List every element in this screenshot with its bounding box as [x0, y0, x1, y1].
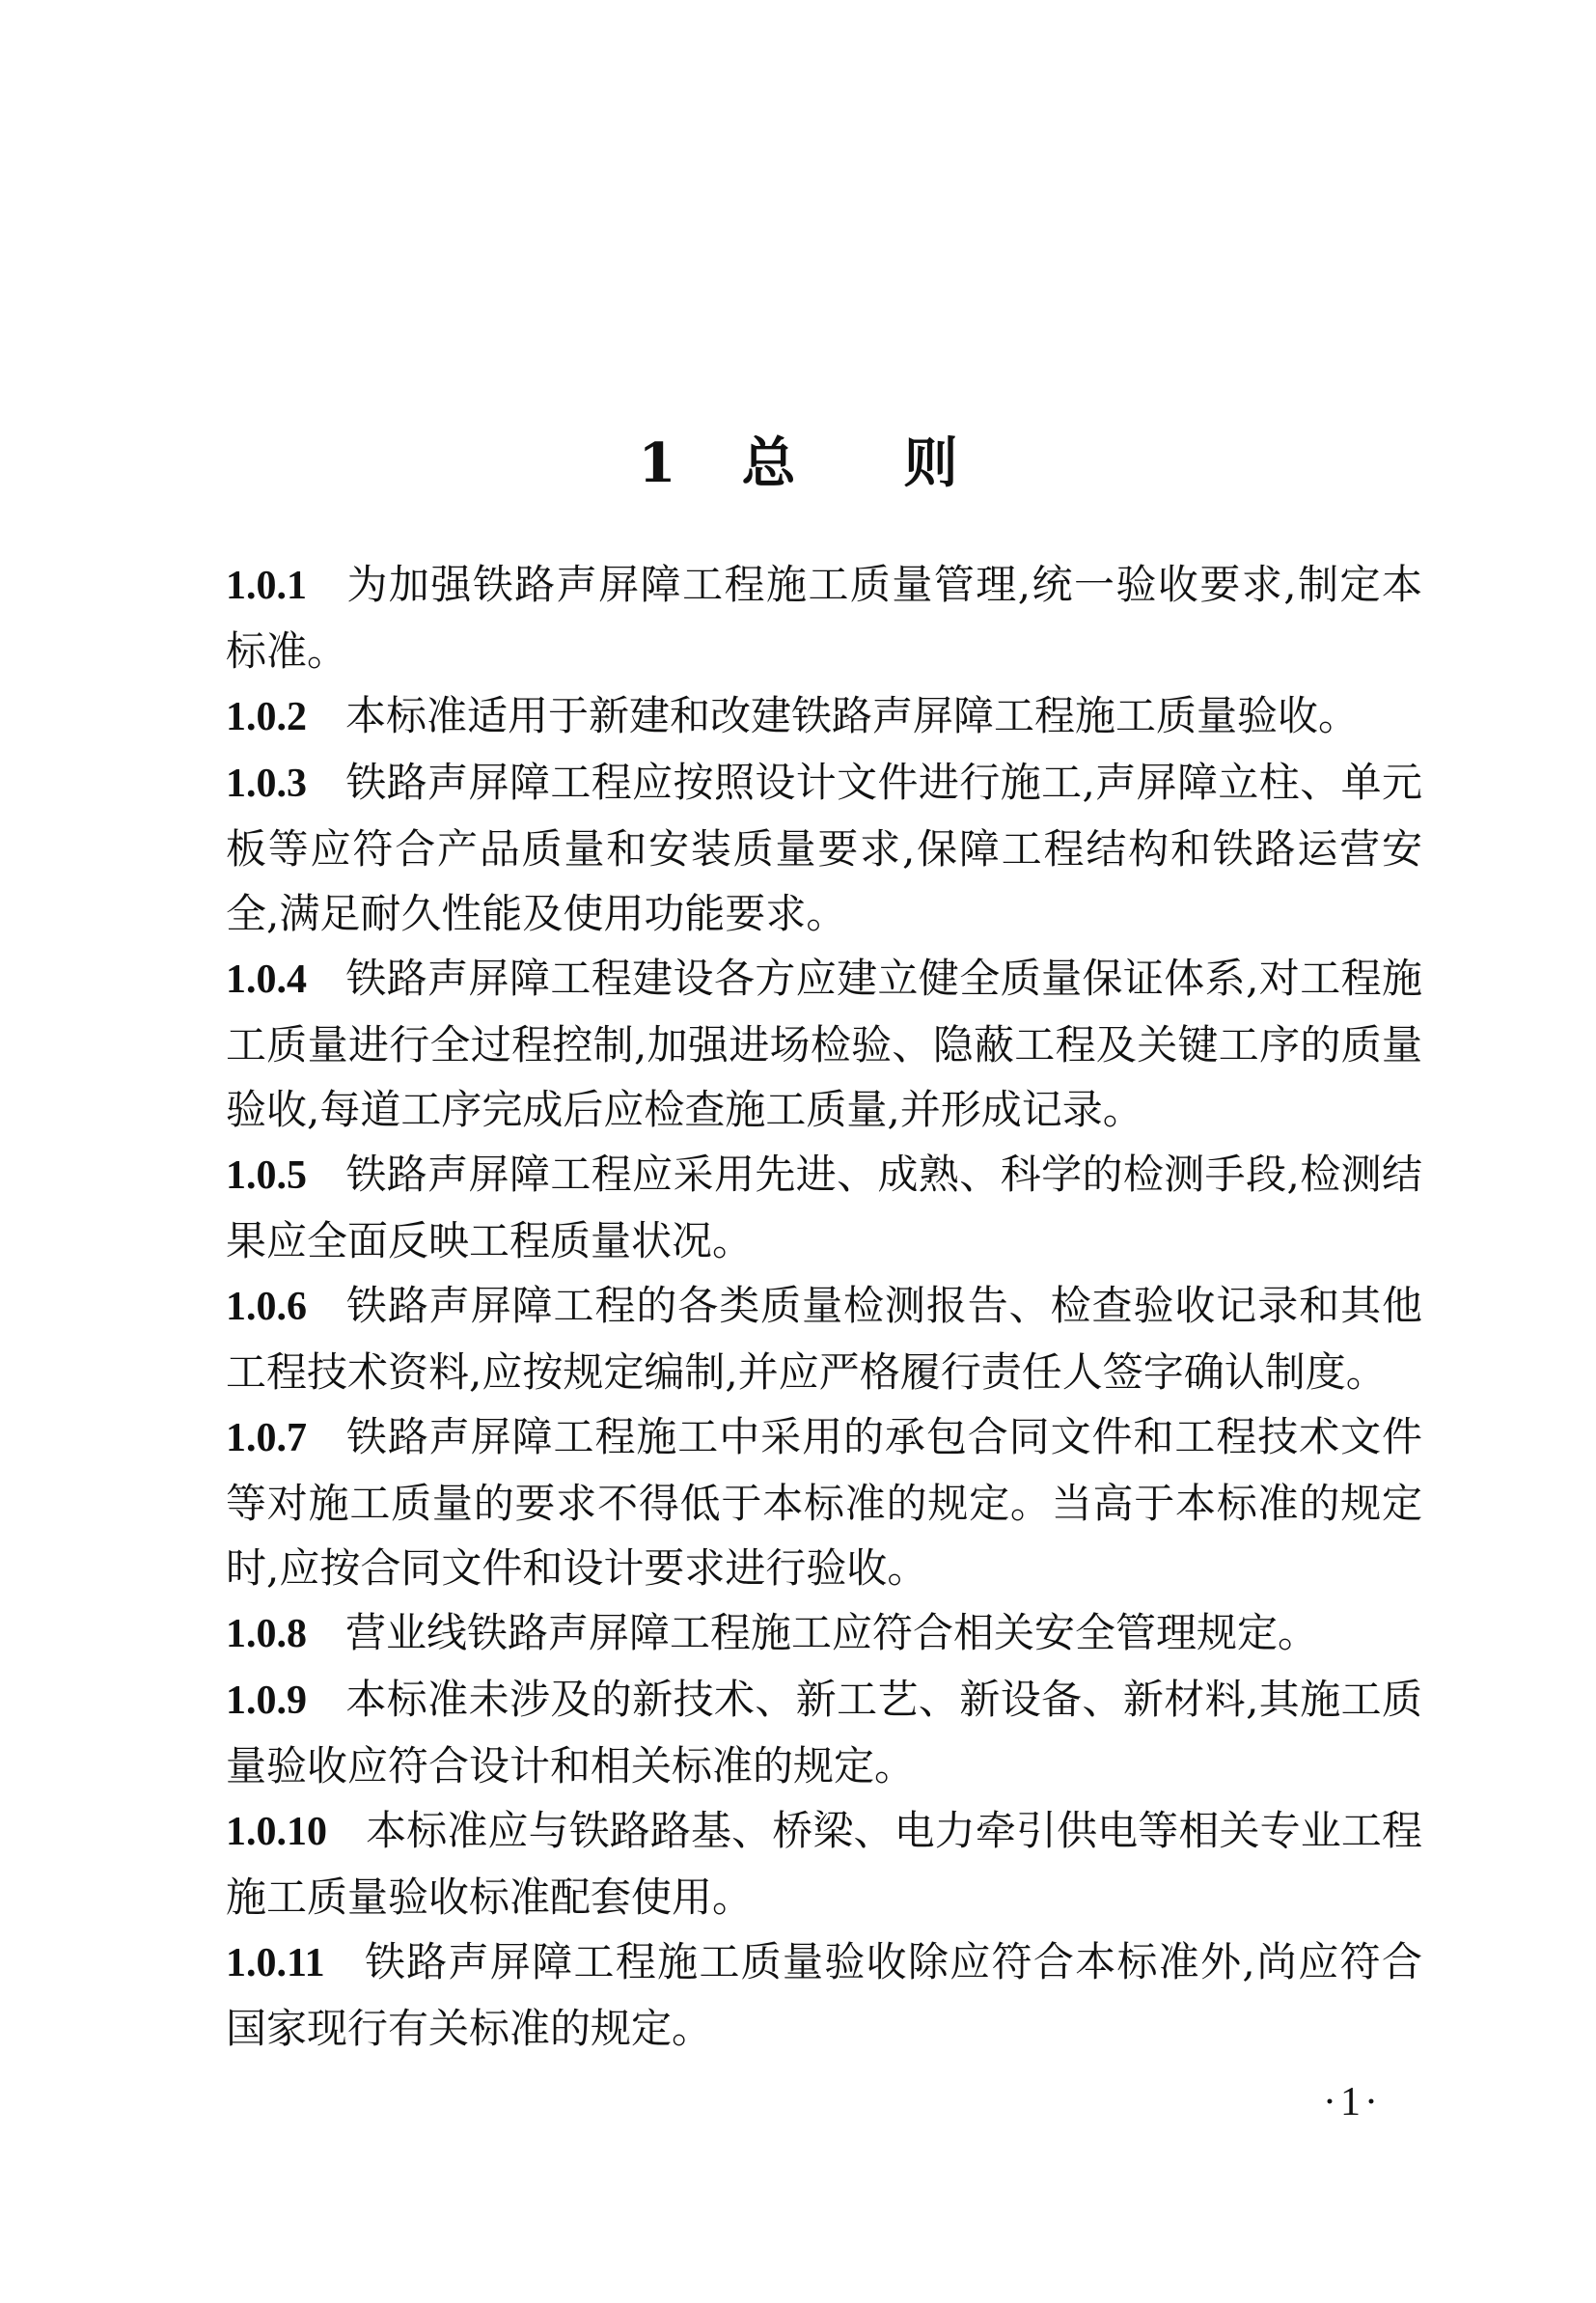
clause-number: 1.0.7: [226, 1416, 307, 1460]
clause-number: 1.0.9: [226, 1679, 307, 1723]
clause-1-0-3: [226, 750, 1422, 946]
clause-1-0-10: [226, 1798, 1422, 1929]
clause-text: 本标准适用于新建和改建铁路声屏障工程施工质量验收。: [345, 692, 1360, 739]
clause-1-0-2: [226, 683, 1422, 750]
clause-text: 铁路声屏障工程建设各方应建立健全质量保证体系,对工程施工质量进行全过程控制,加强进场检验、隐蔽工程及关键工序的质量验收,每道工序完成后应检查施工质量,并形成记录。: [226, 955, 1422, 1133]
clause-text: 铁路声屏障工程的各类质量检测报告、检查验收记录和其他工程技术资料,应按规定编制,并应严格履行责任人签字确认制度。: [226, 1282, 1422, 1396]
clause-text: 铁路声屏障工程应采用先进、成熟、科学的检测手段,检测结果应全面反映工程质量状况。: [226, 1151, 1422, 1264]
clause-number: 1.0.4: [226, 957, 307, 1002]
clause-text: 铁路声屏障工程应按照设计文件进行施工,声屏障立柱、单元板等应符合产品质量和安装质量要求,保障工程结构和铁路运营安全,满足耐久性能及使用功能要求。: [226, 759, 1422, 937]
clause-number: 1.0.10: [226, 1810, 327, 1854]
page-number: ·1·: [1323, 2080, 1382, 2124]
clause-1-0-7: [226, 1404, 1422, 1600]
clause-1-0-1: [226, 552, 1422, 683]
clause-1-0-6: [226, 1273, 1422, 1404]
clause-text: 本标准未涉及的新技术、新工艺、新设备、新材料,其施工质量验收应符合设计和相关标准的规定。: [226, 1676, 1422, 1790]
clause-number: 1.0.2: [226, 695, 307, 739]
clause-number: 1.0.3: [226, 762, 307, 806]
clause-1-0-11: [226, 1929, 1422, 2061]
clause-text: 铁路声屏障工程施工质量验收除应符合本标准外,尚应符合国家现行有关标准的规定。: [226, 1938, 1422, 2052]
clause-number: 1.0.1: [226, 564, 307, 608]
clause-1-0-4: [226, 946, 1422, 1142]
clause-number: 1.0.11: [226, 1941, 325, 1985]
chapter-title-char-2: 则: [903, 431, 958, 495]
clause-1-0-5: [226, 1142, 1422, 1273]
chapter-number: 1: [638, 431, 676, 495]
clause-text: 营业线铁路声屏障工程施工应符合相关安全管理规定。: [345, 1609, 1319, 1656]
chapter-title-char-1: 总: [741, 431, 796, 495]
clause-1-0-9: [226, 1667, 1422, 1798]
clause-text: 本标准应与铁路路基、桥梁、电力牵引供电等相关专业工程施工质量验收标准配套使用。: [226, 1807, 1422, 1921]
chapter-title: [0, 425, 1596, 502]
clause-number: 1.0.8: [226, 1612, 307, 1656]
clause-text: 铁路声屏障工程施工中采用的承包合同文件和工程技术文件等对施工质量的要求不得低于本标准的规定。当高于本标准的规定时,应按合同文件和设计要求进行验收。: [226, 1413, 1422, 1592]
clause-number: 1.0.5: [226, 1153, 307, 1198]
clause-number: 1.0.6: [226, 1285, 307, 1329]
clause-list: [226, 552, 1422, 2061]
clause-1-0-8: [226, 1600, 1422, 1667]
clause-text: 为加强铁路声屏障工程施工质量管理,统一验收要求,制定本标准。: [226, 561, 1422, 675]
